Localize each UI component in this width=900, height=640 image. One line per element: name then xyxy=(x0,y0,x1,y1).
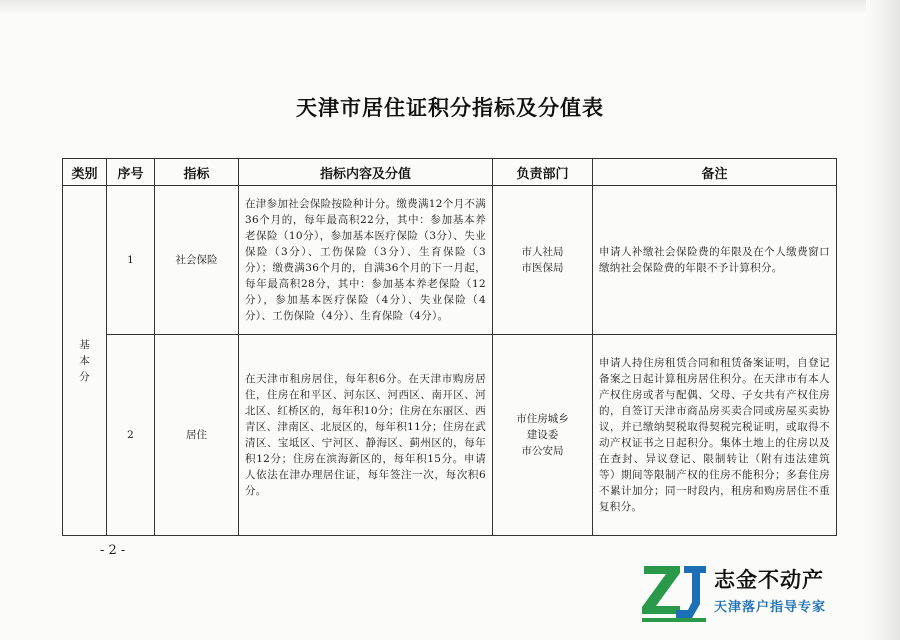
row-number: 1 xyxy=(107,186,155,335)
brand-watermark xyxy=(640,558,870,630)
row-content: 在天津市租房居住，每年积6分。在天津市购房居住，住房在和平区、河东区、河西区、南开区、河北区、红桥区的，每年积10分；住房在东丽区、西青区、津南区、北辰区的，每年积11分；住房在武清区、宝坻区、宁河区、静海区、蓟州区的，每年积12分；住房在滨海新区的，每年积15分。申请人依法在津办理居住证，每年签注一次，每次积6分。 xyxy=(239,335,493,536)
category-char: 基 xyxy=(79,338,90,351)
department-name: 建设委 xyxy=(526,429,559,441)
header-number: 序号 xyxy=(107,159,155,186)
table-row xyxy=(63,186,837,335)
category-char: 分 xyxy=(79,370,90,383)
department-name: 市公安局 xyxy=(521,445,564,457)
row-department xyxy=(493,335,593,536)
brand-name: 志金不动产 xyxy=(714,568,824,592)
score-table xyxy=(62,158,837,536)
department-name: 市人社局 xyxy=(521,246,564,258)
row-note: 申请人持住房租赁合同和租赁备案证明，自登记备案之日起计算租房居住积分。在天津市有本人产权住房或者与配偶、父母、子女共有产权住房的，自签订天津市商品房买卖合同或房屋买卖协议，并已缴纳契税取得契税完税证明，或取得不动产权证书之日起积分。集体土地上的住房以及在查封、异议登记、限制转让（附有违法建筑等）期间等限制产权的住房不能积分；多套住房不累计加分；同一时段内，租房和购房居住不重复积分。 xyxy=(593,335,837,536)
department-name: 市住房城乡 xyxy=(516,413,569,425)
zj-logo-icon xyxy=(640,560,710,626)
table-header-row xyxy=(63,159,837,186)
header-indicator: 指标 xyxy=(155,159,239,186)
header-content: 指标内容及分值 xyxy=(239,159,493,186)
row-content: 在津参加社会保险按险种计分。缴费满12个月不满36个月的，每年最高积22分，其中：参加基本养老保险（10分），参加基本医疗保险（3分）、失业保险（3分）、工伤保险（3分）、生育保险（3分）；缴费满36个月的，自满36个月的下一月起，每年最高积28分，其中：参加基本养老保险（12分），参加基本医疗保险（4分）、失业保险（4分）、工伤保险（4分）、生育保险（4分）。 xyxy=(239,186,493,335)
brand-slogan: 天津落户指导专家 xyxy=(714,600,827,615)
page-number: - 2 - xyxy=(100,543,126,558)
department-name: 市医保局 xyxy=(521,262,564,274)
header-category: 类别 xyxy=(63,159,107,186)
scan-edge xyxy=(0,0,900,14)
page-title: 天津市居住证积分指标及分值表 xyxy=(296,96,604,120)
row-department xyxy=(493,186,593,335)
row-number: 2 xyxy=(107,335,155,536)
category-char: 本 xyxy=(79,354,90,367)
row-indicator: 社会保险 xyxy=(155,186,239,335)
header-note: 备注 xyxy=(593,159,837,186)
category-cell xyxy=(63,186,107,536)
header-department: 负责部门 xyxy=(493,159,593,186)
row-indicator: 居住 xyxy=(155,335,239,536)
table-row xyxy=(63,335,837,536)
row-note: 申请人补缴社会保险费的年限及在个人缴费窗口缴纳社会保险费的年限不予计算积分。 xyxy=(593,186,837,335)
